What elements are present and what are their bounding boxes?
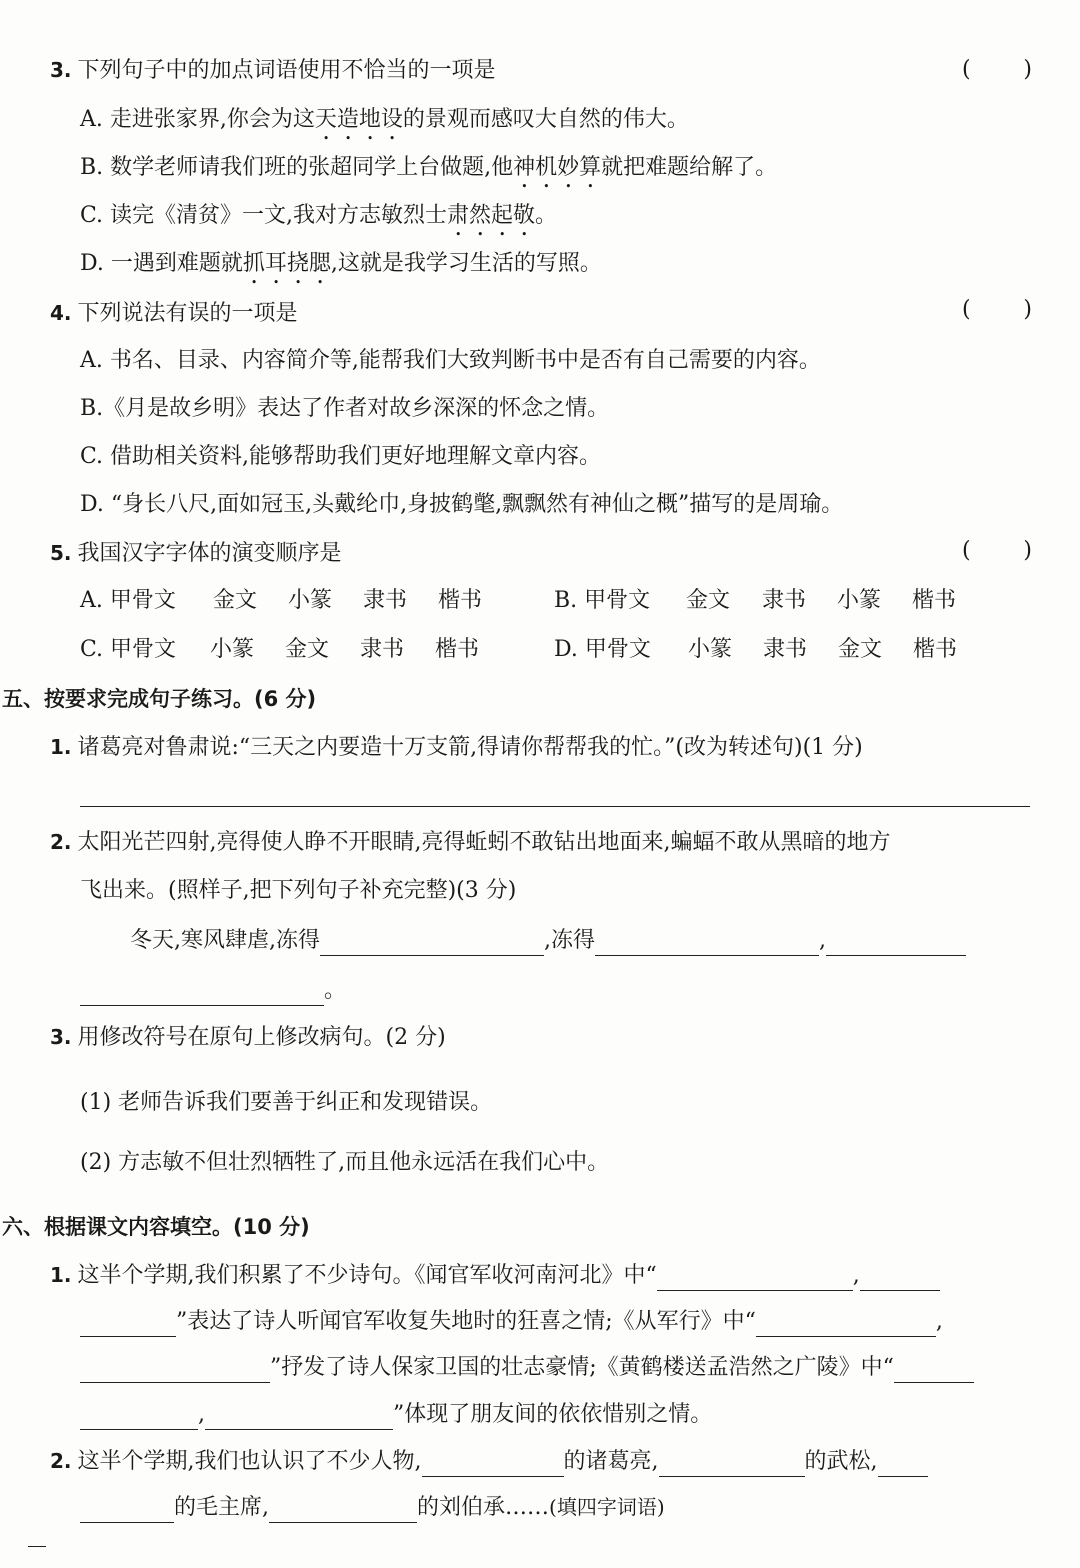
q4-number: 4. [50, 301, 72, 325]
fill-blank[interactable] [894, 1358, 974, 1383]
sec6-q1-line4: , ”体现了朋友间的依依惜别之情。 [80, 1400, 712, 1430]
q4-option-a: A. 书名、目录、内容简介等,能帮我们大致判断书中是否有自己需要的内容。 [80, 348, 821, 373]
fill-blank[interactable] [826, 931, 966, 956]
fill-blank[interactable] [269, 1498, 417, 1523]
q3-option-c: C. 读完《清贫》一文,我对方志敏烈士肃然起敬。 [80, 203, 558, 228]
sec6-q2-line2: 的毛主席, 的刘伯承……(填四字词语) [80, 1492, 665, 1523]
section-5-title: 五、按要求完成句子练习。(6 分) [2, 687, 317, 711]
section-6-title: 六、根据课文内容填空。(10 分) [2, 1215, 310, 1239]
fill-blank[interactable] [80, 1405, 198, 1430]
sec5-q2-fill-continued: 。 [80, 976, 346, 1006]
q5-number: 5. [50, 541, 72, 565]
fill-blank[interactable] [320, 931, 544, 956]
sec5-q1-answer-line[interactable] [80, 806, 1030, 807]
q4-answer-bracket[interactable]: ( ) [962, 297, 1032, 322]
q3-answer-bracket[interactable]: ( ) [962, 57, 1032, 82]
q3-option-a: A. 走进张家界,你会为这天造地设的景观而感叹大自然的伟大。 [80, 107, 689, 132]
q5-stem [50, 538, 342, 569]
sec5-q3-sentence-2[interactable]: (2) 方志敏不但壮烈牺牲了,而且他永远活在我们心中。 [80, 1150, 610, 1175]
q5-answer-bracket[interactable]: ( ) [962, 538, 1032, 563]
q4-option-b: B.《月是故乡明》表达了作者对故乡深深的怀念之情。 [80, 396, 610, 421]
sec5-q2-line1: 2. 太阳光芒四射,亮得使人睁不开眼睛,亮得蚯蚓不敢钻出地面来,蝙蝠不敢从黑暗的地方 [50, 830, 891, 855]
fill-blank[interactable] [657, 1266, 853, 1291]
q3-d-dotted-word: 抓耳挠腮 [242, 251, 331, 276]
q4-option-d: D. “身长八尺,面如冠玉,头戴纶巾,身披鹤氅,飘飘然有神仙之概”描写的是周瑜。 [80, 492, 844, 517]
sec6-q1-line1: 1. 这半个学期,我们积累了不少诗句。《闻官军收河南河北》中“ , [50, 1260, 940, 1291]
fill-blank[interactable] [205, 1405, 393, 1430]
fill-blank[interactable] [80, 1498, 174, 1523]
sec6-q1-line2: ”表达了诗人听闻官军收复失地时的狂喜之情;《从军行》中“ , [80, 1307, 943, 1337]
sec6-q1-line3: ”抒发了诗人保家卫国的壮志豪情;《黄鹤楼送孟浩然之广陵》中“ [80, 1353, 974, 1383]
sec5-q3-sentence-1[interactable]: (1) 老师告诉我们要善于纠正和发现错误。 [80, 1090, 493, 1115]
fill-blank[interactable] [659, 1452, 805, 1477]
worksheet-page: 3. 下列句子中的加点词语使用不恰当的一项是 ( ) A. 走进张家界,你会为这天造地设的景观而感叹大自然的伟大。 B. 数学老师请我们班的张超同学上台做题,他神机妙算就把难题给解了。 C. 读完《清贫》一文,我对方志敏烈士肃然起敬。 D. 一遇到难题就抓耳挠腮,这就是我学习生活的写照。 4. 下列说法有误的一项是 ( ) A. 书名、目录、内容简介等,能帮我们大致判断书中是否有自己需要的内容。 B.《月是故乡明》表达了作者对故乡深深的怀念之情。 C. 借助相关资料,能够帮助我们更好地理解文章内容。 D. “身长八尺,面如冠玉,头戴纶巾,身披鹤氅,飘飘然有神仙之概”描写的是周瑜。 5. 我国汉字字体的演变顺序是 ( ) A. 甲骨文 金文 小篆 隶书 楷书 B. 甲骨文 金文 隶书 小篆 楷书 C. 甲骨文 小篆 金文 隶书 楷书 D. 甲骨文 小篆 隶书 金文 楷书 五、按要求完成句子练习。(6 分) 1. 诸葛亮对鲁肃说:“三天之内要造十万支箭,得请你帮帮我的忙。”(改为转述句)(1 分) 2. 太阳光芒四射,亮得使人睁不开眼睛,亮得蚯蚓不敢钻出地面来,蝙蝠不敢从黑暗的地方 飞出来。(照样子,把下列句子补充完整)(3 分) 冬天,寒风肆虐,冻得 ,冻得 , 。 3. 用修改符号在原句上修改病句。(2 分) (1) 老师告诉我们要善于纠正和发现错误。 (2) 方志敏不但壮烈牺牲了,而且他永远活在我们心中。 六、根据课文内容填空。(10 分) 1. 这半个学期,我们积累了不少诗句。《闻官军收河南河北》中“ , ”表达了诗人听闻官军收复失地时的狂喜之情;《从军行》中“ , ”抒发了诗人保家卫国的壮志豪情;《黄鹤楼送孟浩然之广陵》中“ , ”体现了朋友间的依依惜别之情。 2. 这半个学期,我们也认识了不少人物, 的诸葛亮, 的武松, 的毛主席, 的刘伯承……(填四字词语) [0, 0, 1080, 1568]
sec6-q2-line1: 2. 这半个学期,我们也认识了不少人物, 的诸葛亮, 的武松, [50, 1446, 928, 1477]
q3-b-dotted-word: 神机妙算 [513, 155, 602, 180]
fill-blank[interactable] [80, 1358, 270, 1383]
q3-c-dotted-word: 肃然起敬 [447, 203, 536, 228]
fill-blank[interactable] [422, 1452, 564, 1477]
fill-blank[interactable] [595, 931, 819, 956]
q3-a-dotted-word: 天造地设 [314, 107, 403, 132]
q4-stem [50, 298, 298, 329]
fill-blank[interactable] [878, 1452, 928, 1477]
q4-stem-text: 下列说法有误的一项是 [77, 301, 298, 326]
q4-option-c: C. 借助相关资料,能够帮助我们更好地理解文章内容。 [80, 444, 602, 469]
q3-number: 3. [50, 58, 72, 82]
fill-blank[interactable] [860, 1266, 940, 1291]
sec5-q2-fill-sentence: 冬天,寒风肆虐,冻得 ,冻得 , [130, 926, 966, 956]
fill-blank[interactable] [80, 1312, 176, 1337]
fill-blank[interactable] [756, 1312, 936, 1337]
fill-blank[interactable] [80, 981, 324, 1006]
page-footer-mark [28, 1546, 46, 1547]
sec5-q3: 3. 用修改符号在原句上修改病句。(2 分) [50, 1025, 446, 1050]
q3-stem-text: 下列句子中的加点词语使用不恰当的一项是 [77, 58, 496, 83]
q5-stem-text: 我国汉字字体的演变顺序是 [77, 541, 342, 566]
sec5-q2-line2: 飞出来。(照样子,把下列句子补充完整)(3 分) [80, 878, 517, 903]
q3-option-b: B. 数学老师请我们班的张超同学上台做题,他神机妙算就把难题给解了。 [80, 155, 778, 180]
sec5-q1: 1. 诸葛亮对鲁肃说:“三天之内要造十万支箭,得请你帮帮我的忙。”(改为转述句)(1 分) [50, 735, 863, 760]
q3-stem [50, 55, 496, 86]
q3-option-d: D. 一遇到难题就抓耳挠腮,这就是我学习生活的写照。 [80, 251, 602, 276]
